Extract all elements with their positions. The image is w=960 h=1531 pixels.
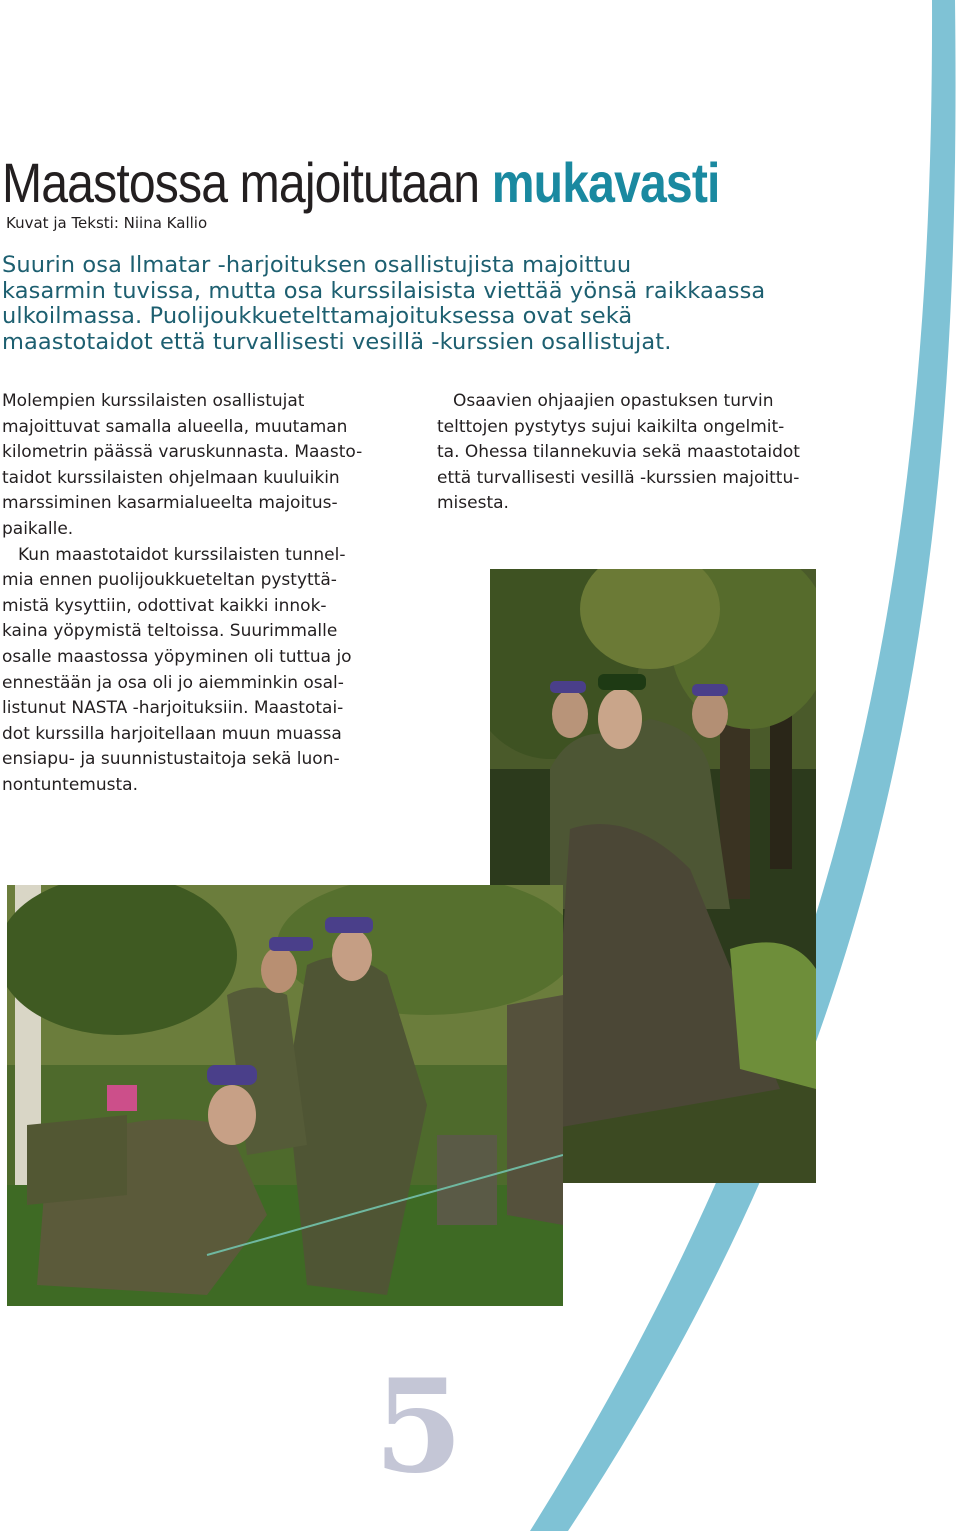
body-line: mia ennen puolijoukkueteltan pystyttä-: [2, 570, 337, 591]
lead-line: maastotaidot että turvallisesti vesillä -kurssien osallistujat.: [2, 328, 672, 355]
body-line: listunut NASTA -harjoituksiin. Maastotai-: [2, 698, 344, 719]
photo-group-pitching-tent: [7, 885, 563, 1306]
byline: Kuvat ja Teksti: Niina Kallio: [6, 214, 208, 232]
body-line: taidot kurssilaisten ohjelmaan kuuluikin: [2, 467, 340, 488]
body-line: kilometrin päässä varuskunnasta. Maasto-: [2, 442, 363, 463]
body-line: paikalle.: [2, 518, 74, 539]
body-line: ennestään ja osa oli jo aiemminkin osal-: [2, 672, 344, 693]
body-line: misesta.: [437, 493, 509, 514]
body-line: Osaavien ohjaajien opastuksen turvin: [453, 391, 774, 411]
body-line: telttojen pystytys sujui kaikilta ongelmit-: [437, 416, 785, 437]
body-line: nontuntemusta.: [2, 774, 138, 795]
body-line: mistä kysyttiin, odottivat kaikki innok-: [2, 595, 327, 616]
lead-line: Suurin osa Ilmatar -harjoituksen osallistujista majoittuu: [2, 252, 632, 278]
body-column-right: [437, 389, 857, 517]
body-line: että turvallisesti vesillä -kurssien majoittu-: [437, 467, 800, 488]
page-title: [2, 150, 720, 215]
lead-paragraph: [2, 253, 882, 355]
body-line: osalle maastossa yöpyminen oli tuttua jo: [2, 646, 352, 667]
title-accent: mukavasti: [491, 151, 720, 214]
body-column-left: [2, 389, 412, 799]
body-line: dot kurssilla harjoitellaan muun muassa: [2, 723, 342, 744]
body-line: kaina yöpymistä teltoissa. Suurimmalle: [2, 621, 338, 642]
lead-line: ulkoilmassa. Puolijoukkuetelttamajoituksessa ovat sekä: [2, 303, 633, 329]
title-main: Maastossa majoitutaan: [2, 151, 492, 214]
body-line: marssiminen kasarmialueelta majoitus-: [2, 493, 338, 514]
page-number: 5: [374, 1352, 464, 1502]
body-line: Molempien kurssilaisten osallistujat: [2, 391, 305, 411]
body-line: Kun maastotaidot kurssilaisten tunnel-: [18, 544, 346, 565]
body-line: majoittuvat samalla alueella, muutaman: [2, 416, 348, 437]
body-line: ta. Ohessa tilannekuvia sekä maastotaidot: [437, 442, 800, 463]
body-line: ensiapu- ja suunnistustaitoja sekä luon-: [2, 749, 340, 770]
lead-line: kasarmin tuvissa, mutta osa kurssilaisista viettää yönsä raikkaassa: [2, 277, 766, 304]
